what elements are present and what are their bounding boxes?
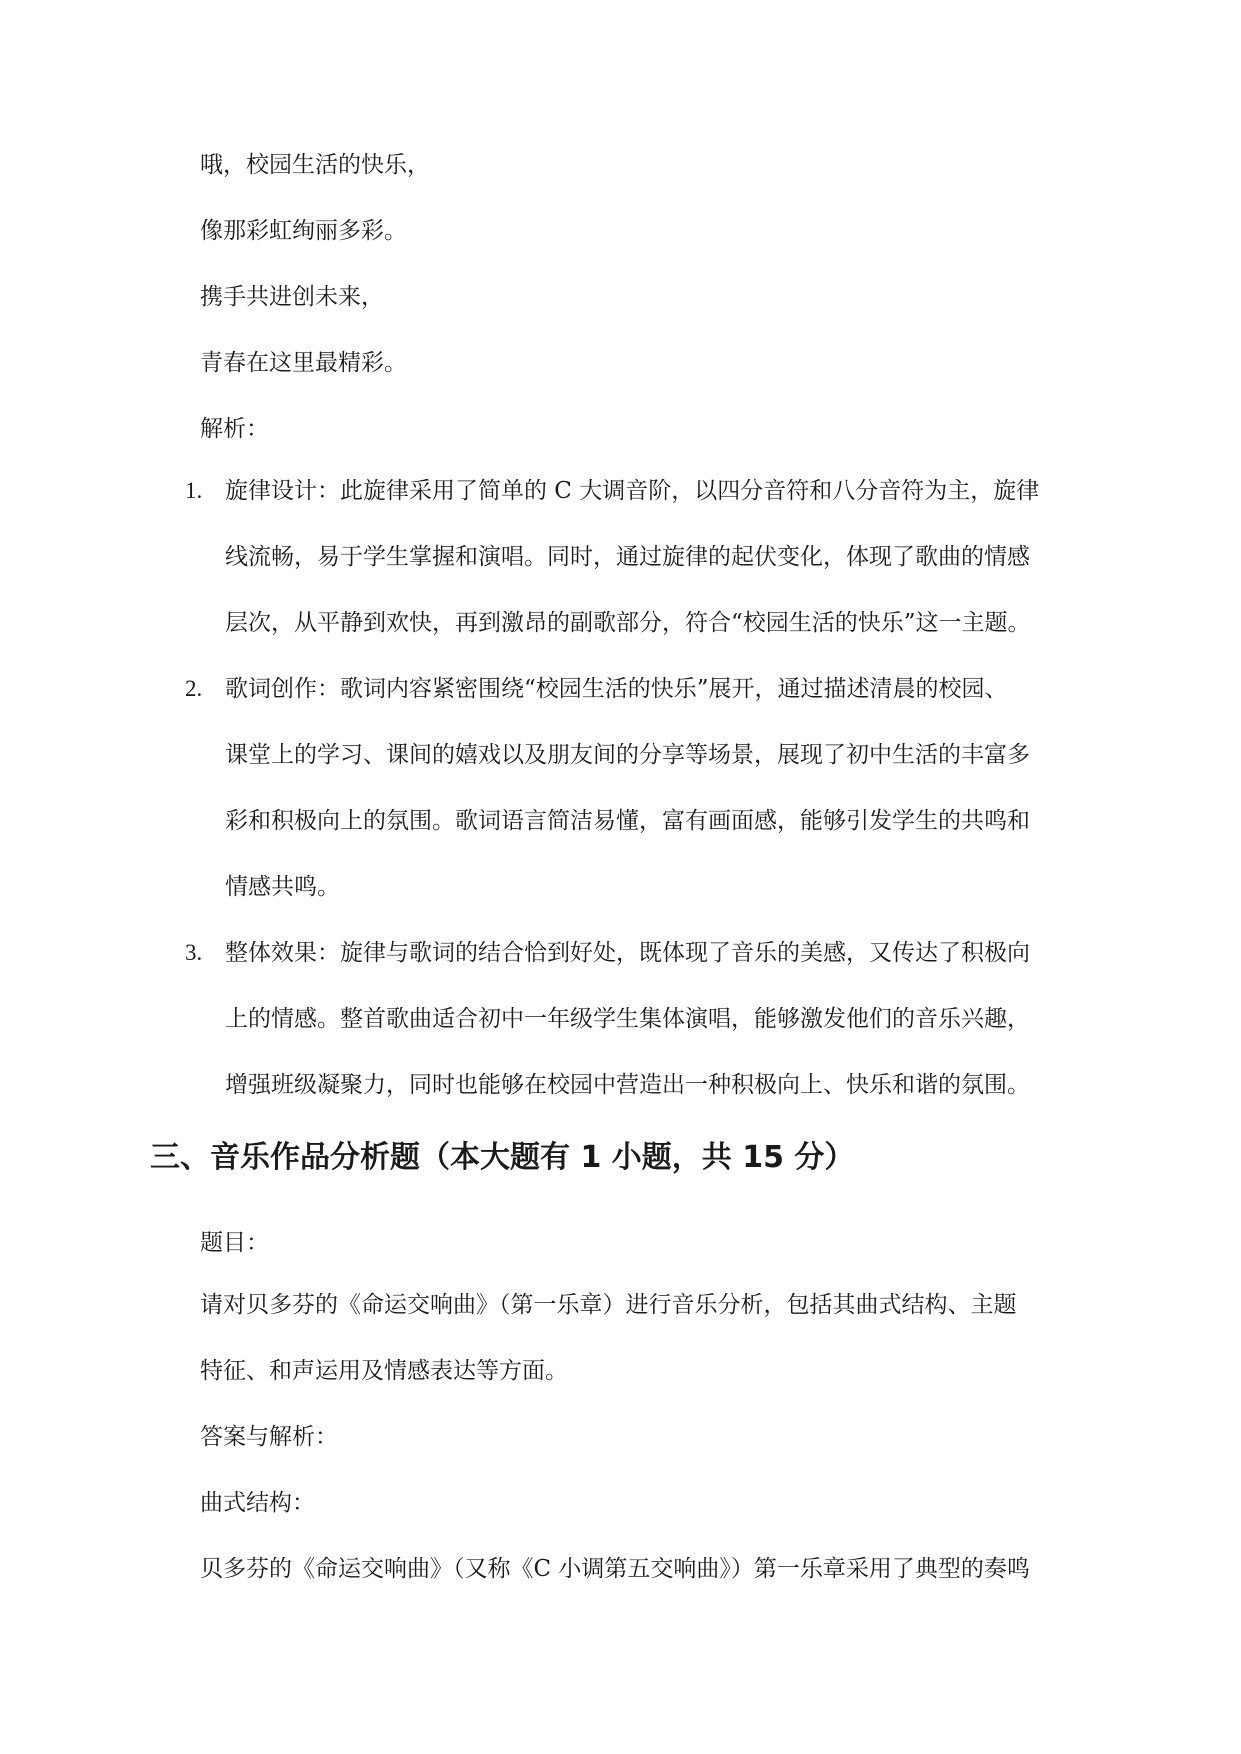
question-label: 题目： <box>200 1230 269 1256</box>
lyric-line-1: 哦，校园生活的快乐， <box>200 152 430 178</box>
list-number: 2. <box>185 676 203 701</box>
text-line: 课堂上的学习、课间的嬉戏以及朋友间的分享等场景，展现了初中生活的丰富多 <box>225 742 1030 768</box>
analysis-item-text <box>225 938 1085 1136</box>
structure-text: 贝多芬的《命运交响曲》（又称《C 小调第五交响曲》）第一乐章采用了典型的奏鸣 <box>200 1556 1030 1582</box>
text-line: 上的情感。整首歌曲适合初中一年级学生集体演唱，能够激发他们的音乐兴趣， <box>225 1006 1030 1032</box>
list-number: 3. <box>185 940 203 965</box>
question-line-1: 请对贝多芬的《命运交响曲》（第一乐章）进行音乐分析，包括其曲式结构、主题 <box>200 1292 1017 1318</box>
analysis-item-text <box>225 476 1085 674</box>
structure-label: 曲式结构： <box>200 1490 315 1516</box>
analysis-label: 解析： <box>200 416 269 442</box>
text-line: 彩和积极向上的氛围。歌词语言简洁易懂，富有画面感，能够引发学生的共鸣和 <box>225 808 1030 834</box>
answer-label: 答案与解析： <box>200 1424 338 1450</box>
lyric-line-3: 携手共进创未来， <box>200 284 384 310</box>
lyric-line-4: 青春在这里最精彩。 <box>200 350 407 376</box>
list-number: 1. <box>185 478 203 503</box>
question-line-2: 特征、和声运用及情感表达等方面。 <box>200 1358 568 1384</box>
text-line: 增强班级凝聚力，同时也能够在校园中营造出一种积极向上、快乐和谐的氛围。 <box>225 1072 1030 1098</box>
lyric-line-2: 像那彩虹绚丽多彩。 <box>200 218 407 244</box>
text-line: 情感共鸣。 <box>225 874 340 900</box>
text-line: 层次，从平静到欢快，再到激昂的副歌部分，符合“校园生活的快乐”这一主题。 <box>225 610 1031 636</box>
text-line: 整体效果：旋律与歌词的结合恰到好处，既体现了音乐的美感，又传达了积极向 <box>225 940 1030 966</box>
text-line: 歌词创作：歌词内容紧密围绕“校园生活的快乐”展开，通过描述清晨的校园、 <box>225 676 1008 702</box>
text-line: 旋律设计：此旋律采用了简单的 C 大调音阶，以四分音符和八分音符为主，旋律 <box>225 478 1040 504</box>
analysis-item-text <box>225 674 1085 938</box>
text-line: 线流畅，易于学生掌握和演唱。同时，通过旋律的起伏变化，体现了歌曲的情感 <box>225 544 1030 570</box>
section-heading: 三、音乐作品分析题（本大题有 1 小题，共 15 分） <box>150 1140 855 1175</box>
